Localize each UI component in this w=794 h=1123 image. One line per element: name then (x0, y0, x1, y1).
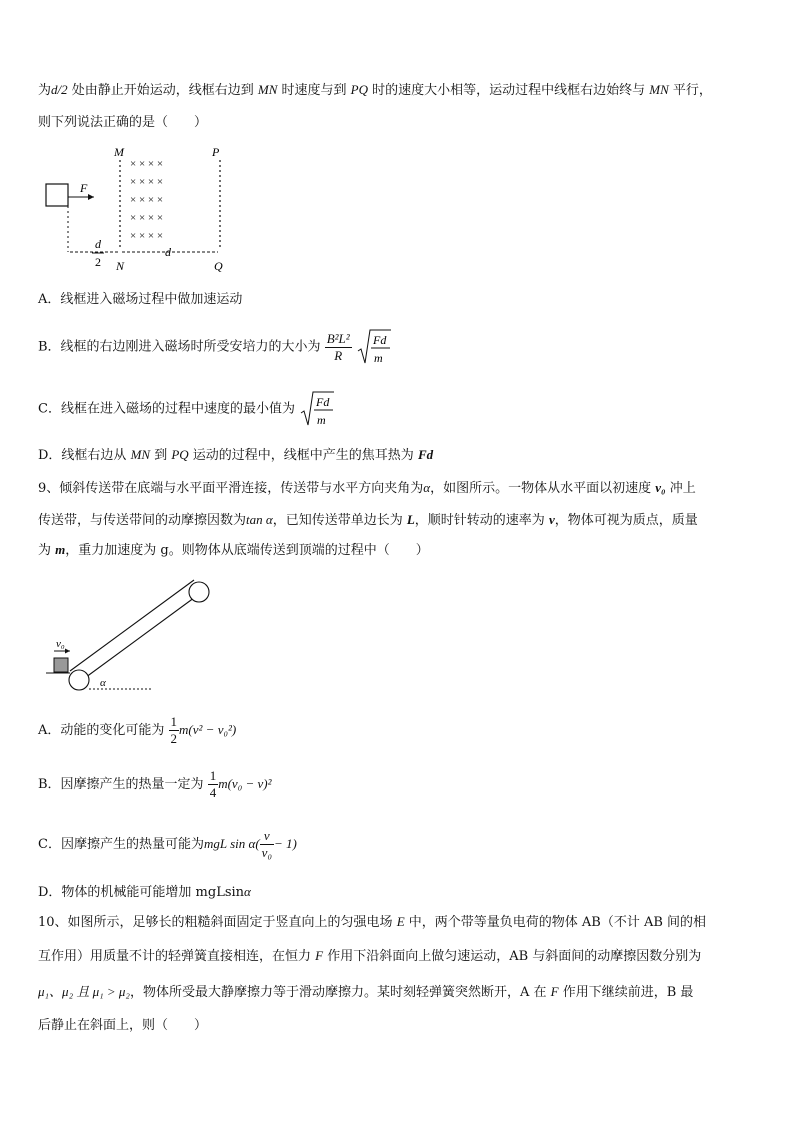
svg-text:× × × ×: × × × × (130, 158, 164, 170)
q9-stem-line3: 为 m，重力加速度为 g。则物体从底端传送到顶端的过程中（ ） (38, 542, 429, 558)
label-half-d-den: 2 (95, 255, 101, 269)
q8-magnetic-field-figure (38, 140, 238, 275)
q10-stem-line3: μ₁、μ₂ 且 μ₁ > μ₂，物体所受最大静摩擦力等于滑动摩擦力。某时刻轻弹簧突然断开，A 在 F 作用下继续前进，B 最 (38, 984, 694, 1000)
q9-option-a: A．动能的变化可能为 $\frac{1}{2}$ m(v² − v₀²) (38, 714, 237, 746)
option-b-sqrt (356, 325, 392, 369)
label-Q: Q (214, 259, 223, 273)
option-b-fraction: $\frac{1}{4}$ (209, 768, 217, 800)
option-a-fraction: $\frac{1}{2}$ (170, 714, 178, 746)
svg-text:× × × ×: × × × × (130, 230, 164, 242)
q8-stem-line2: 则下列说法正确的是（ ） (38, 115, 208, 130)
option-b-fraction: $\frac{\text{B²L²}}{R}$ (326, 330, 350, 363)
label-half-d-num: d (95, 237, 101, 251)
svg-text:× × × ×: × × × × (130, 194, 164, 206)
label-P: P (212, 145, 220, 159)
svg-text:Fd: Fd (316, 394, 330, 409)
q9-conveyor-figure (40, 575, 220, 695)
bottom-pulley (69, 670, 89, 690)
svg-text:× × × ×: × × × × (130, 212, 164, 224)
q9-option-b: B．因摩擦产生的热量一定为 $\frac{1}{4}$ m(v₀ − v)² (38, 768, 272, 800)
label-alpha: α (100, 677, 106, 689)
wire-frame-square (46, 184, 68, 206)
q9-option-d: D．物体的机械能可能增加 mgLsinα (38, 884, 251, 900)
label-N: N (116, 259, 125, 273)
svg-text:Fd: Fd (372, 332, 387, 347)
option-c-sqrt (299, 387, 335, 431)
svg-text:× × × ×: × × × × (130, 176, 164, 188)
magnetic-field-crosses (130, 158, 163, 242)
q10-stem-line1: 10、如图所示，足够长的粗糙斜面固定于竖直向上的匀强电场 E 中，两个带等量负电荷的物体 AB（不计 AB 间的相 (38, 914, 707, 930)
top-pulley (189, 582, 209, 602)
option-c-fraction: $\frac{v}{\text{v₀}}$ (261, 828, 272, 860)
label-F: F (80, 181, 88, 195)
q10-stem-line4: 后静止在斜面上，则（ ） (38, 1018, 208, 1033)
q9-stem-line2: 传送带，与传送带间的动摩擦因数为tan α，已知传送带单边长为 L，顺时针转动的速率为 v，物体可视为质点，质量 (38, 512, 698, 528)
q8-option-b: B．线框的右边刚进入磁场时所受安培力的大小为 $\frac{\text{B²L²}}{R}$ Fd m (38, 325, 392, 369)
q10-stem-line2: 互作用）用质量不计的轻弹簧直接相连，在恒力 F 作用下沿斜面向上做匀速运动，AB 与斜面间的动摩擦因数分别为 (38, 948, 702, 964)
q8-option-a: A．线框进入磁场过程中做加速运动 (38, 292, 243, 307)
label-d: d (165, 245, 171, 259)
svg-text:m: m (317, 412, 326, 427)
label-M: M (114, 145, 124, 159)
label-v0: v₀ (56, 638, 65, 650)
block (54, 658, 68, 672)
q8-option-c: C．线框在进入磁场的过程中速度的最小值为 Fd m (38, 387, 335, 431)
q8-option-d: D．线框右边从 MN 到 PQ 运动的过程中，线框中产生的焦耳热为 Fd (38, 447, 434, 463)
q9-stem-line1: 9、倾斜传送带在底端与水平面平滑连接，传送带与水平方向夹角为α，如图所示。一物体从水平面以初速度 v₀ 冲上 (38, 480, 696, 496)
svg-text:m: m (373, 350, 383, 365)
q9-option-c: C．因摩擦产生的热量可能为mgL sin α( $\frac{v}{\text{v₀}}$ − 1) (38, 828, 297, 860)
q8-stem-line1: 为d/2 处由静止开始运动，线框右边到 MN 时速度与到 PQ 时的速度大小相等，运动过程中线框右边始终与 MN 平行， (38, 82, 712, 98)
